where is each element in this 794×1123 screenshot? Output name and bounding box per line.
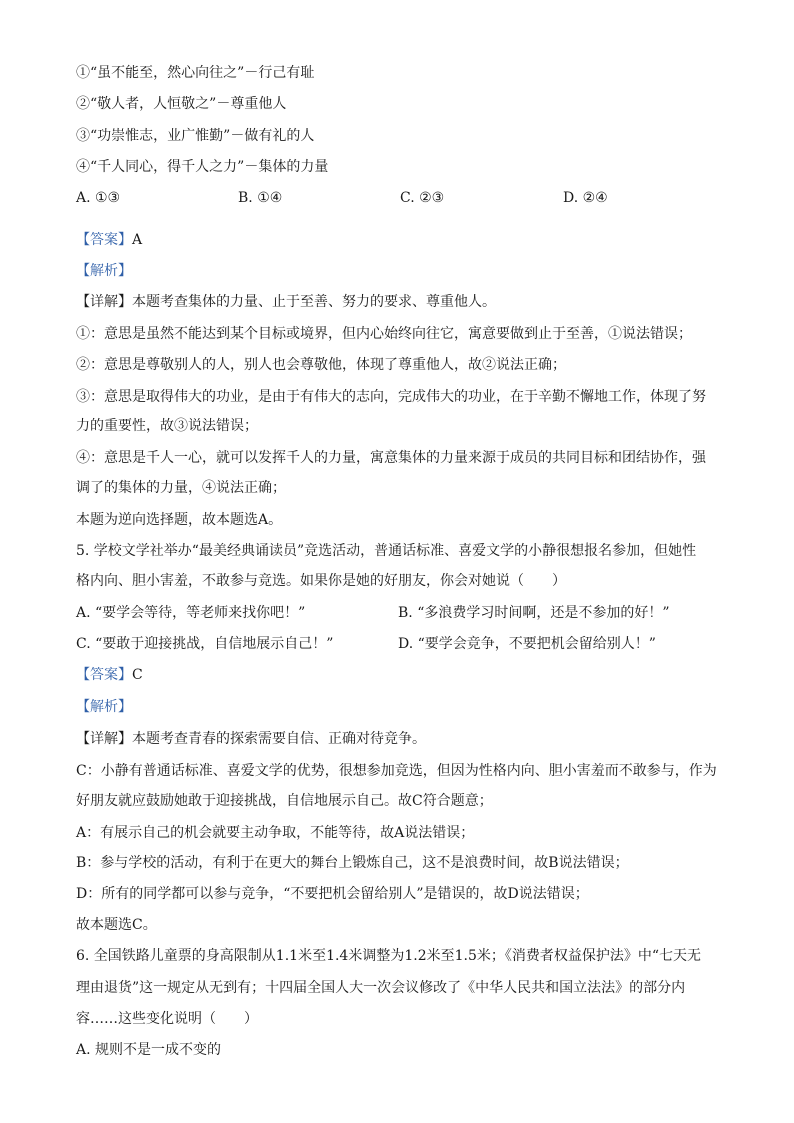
q5-analysis-line: D：所有的同学都可以参与竞争，“不要把机会留给别人”是错误的，故D说法错误； [76,886,589,902]
q6-option-a: A. 规则不是一成不变的 [76,1042,222,1058]
answer-tag: 【答案】 [76,667,132,683]
q5-stem-line-1: 5. 学校文学社举办“最美经典诵读员”竞选活动，普通话标准、喜爱文学的小静很想报名参加，但她性 [76,543,697,559]
q5-answer [76,665,726,685]
q4-option-d: D. ②④ [563,190,608,206]
q6-stem-line-1: 6. 全国铁路儿童票的身高限制从1.1米至1.4米调整为1.2米至1.5米；《消费者权益保护法》中“七天无 [76,948,702,964]
q4-item-1: ①“虽不能至，然心向往之”－行己有耻 [76,65,315,81]
q4-item-3: ③“功崇惟志，业广惟勤”－做有礼的人 [76,128,315,144]
q5-analysis-line: C：小静有普通话标准、喜爱文学的优势，很想参加竞选，但因为性格内向、胆小害羞而不敢参与，作为 [76,763,717,779]
q4-analysis-line: 力的重要性，故③说法错误； [76,418,258,434]
q4-analysis-line: ①：意思是虽然不能达到某个目标或境界，但内心始终向往它，寓意要做到止于至善，①说法错误； [76,326,692,342]
q4-analysis-line: ③：意思是取得伟大的功业，是由于有伟大的志向，完成伟大的功业，在于辛勤不懈地工作，体现了努 [76,389,706,405]
q4-option-c: C. ②③ [400,190,445,206]
q4-analysis-line: ④：意思是千人一心，就可以发挥千人的力量，寓意集体的力量来源于成员的共同目标和团结协作，强 [76,450,706,466]
q5-option-d: D. “要学会竞争，不要把机会留给别人！” [398,636,656,652]
detail-tag: 【详解】 [76,731,132,747]
q5-option-b: B. “多浪费学习时间啊，还是不参加的好！” [398,605,670,621]
detail-text: 本题考查集体的力量、止于至善、努力的要求、尊重他人。 [132,294,496,310]
q5-detail [76,729,726,749]
q4-option-a: A. ①③ [76,190,121,206]
q5-analysis-line: B：参与学校的活动，有利于在更大的舞台上锻炼自己，这不是浪费时间，故B说法错误； [76,855,629,871]
q4-item-4: ④“千人同心，得千人之力”－集体的力量 [76,159,329,175]
q6-stem-line-3: 容……这些变化说明（ ） [76,1011,258,1027]
analysis-tag: 【解析】 [76,699,132,715]
answer-value: A [132,232,143,248]
answer-tag: 【答案】 [76,232,132,248]
q4-analysis-tag [76,261,726,281]
q5-analysis-line: A：有展示自己的机会就要主动争取，不能等待，故A说法错误； [76,825,475,841]
q4-answer [76,230,726,250]
q5-analysis-tag [76,697,726,717]
analysis-tag: 【解析】 [76,263,132,279]
q5-option-c: C. “要敢于迎接挑战，自信地展示自己！” [76,636,334,652]
q5-option-a: A. “要学会等待，等老师来找你吧！” [76,605,306,621]
detail-tag: 【详解】 [76,294,132,310]
answer-value: C [132,667,143,683]
q4-conclusion: 本题为逆向选择题，故本题选A。 [76,512,283,528]
q4-option-b: B. ①④ [238,190,283,206]
q4-analysis-line: ②：意思是尊敬别人的人，别人也会尊敬他，体现了尊重他人，故②说法正确； [76,357,566,373]
q5-analysis-line: 好朋友就应鼓励她敢于迎接挑战，自信地展示自己。故C符合题意； [76,793,493,809]
q4-detail [76,292,726,312]
q4-item-2: ②“敬人者，人恒敬之”－尊重他人 [76,96,287,112]
q6-stem-line-2: 理由退货”这一规定从无到有；十四届全国人大一次会议修改了《中华人民共和国立法法》的部分内 [76,980,686,996]
q5-stem-line-2: 格内向、胆小害羞，不敢参与竞选。如果你是她的好朋友，你会对她说（ ） [76,573,566,589]
q5-conclusion: 故本题选C。 [76,917,157,933]
detail-text: 本题考查青春的探索需要自信、正确对待竞争。 [132,731,426,747]
q4-analysis-line: 调了的集体的力量，④说法正确； [76,480,286,496]
